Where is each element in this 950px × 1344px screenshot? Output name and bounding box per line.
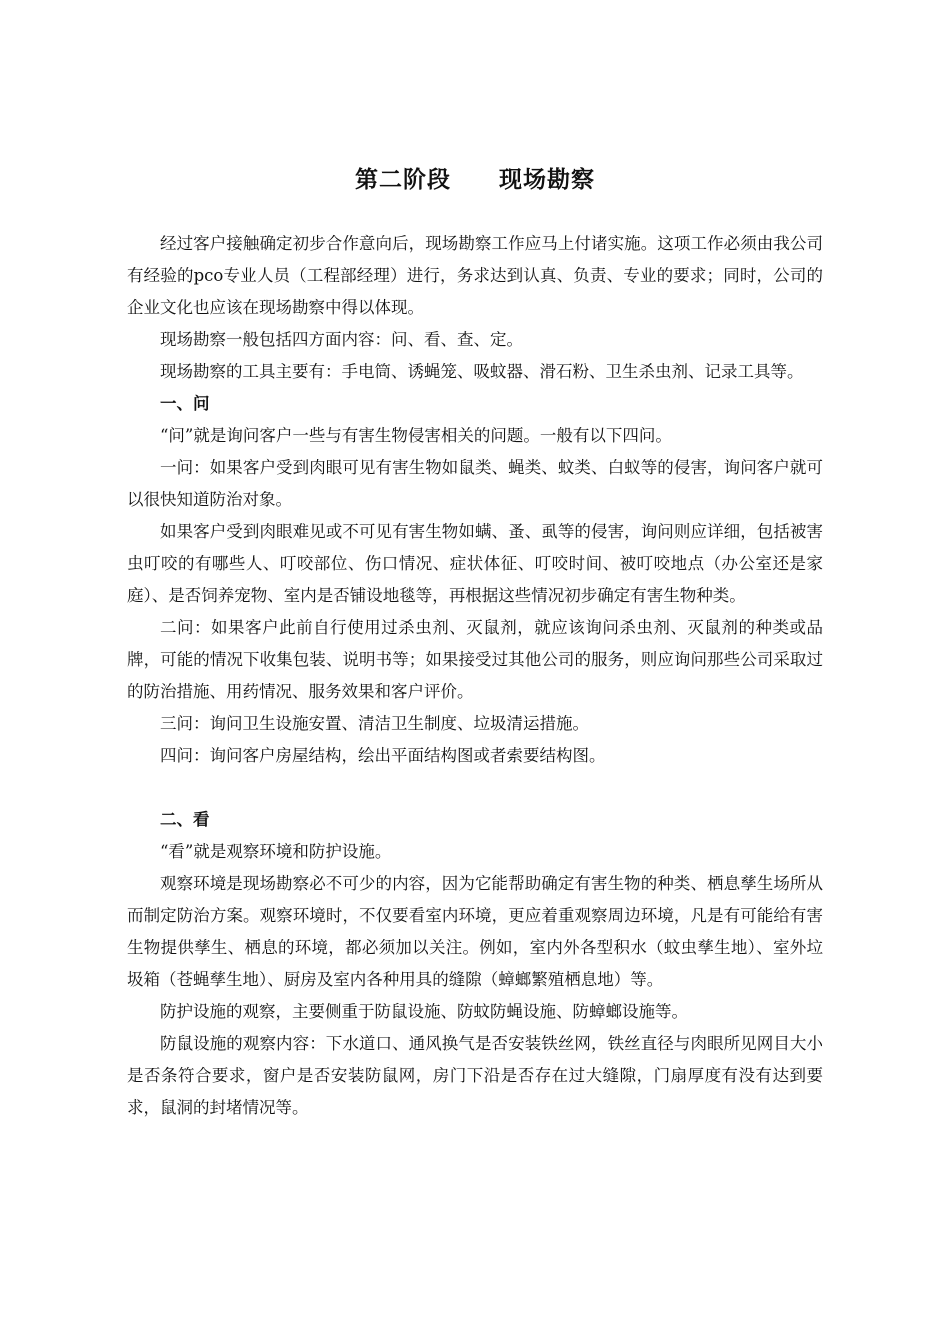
- paragraph: 三问：询问卫生设施安置、清洁卫生制度、垃圾清运措施。: [160, 714, 589, 733]
- paragraph: 观察环境是现场勘察必不可少的内容，因为它能帮助确定有害生物的种类、栖息孳生场所从而制定防治方案。观察环境时，不仅要看室内环境，更应着重观察周边环境，凡是有可能给有害生物提供孳生、栖息的环境，都必须加以关注。例如，室内外各型积水（蚊虫孳生地）、室外垃圾箱（苍蝇孳生地）、厨房及室内各种用具的缝隙（蟑螂繁殖栖息地）等。: [127, 874, 823, 989]
- document-body: [127, 228, 823, 1124]
- paragraph: 一问：如果客户受到肉眼可见有害生物如鼠类、蝇类、蚊类、白蚁等的侵害，询问客户就可以很快知道防治对象。: [127, 458, 823, 509]
- page-title: 第二阶段 现场勘察: [355, 166, 595, 193]
- paragraph: 防鼠设施的观察内容：下水道口、通风换气是否安装铁丝网，铁丝直径与肉眼所见网目大小是否条符合要求，窗户是否安装防鼠网，房门下沿是否存在过大缝隙，门扇厚度有没有达到要求，鼠洞的封堵情况等。: [127, 1034, 823, 1117]
- section-heading-look: 二、看: [160, 810, 210, 829]
- paragraph: “问”就是询问客户一些与有害生物侵害相关的问题。一般有以下四问。: [160, 426, 672, 445]
- spacer: [127, 772, 823, 804]
- paragraph: 如果客户受到肉眼难见或不可见有害生物如螨、蚤、虱等的侵害，询问则应详细，包括被害虫叮咬的有哪些人、叮咬部位、伤口情况、症状体征、叮咬时间、被叮咬地点（办公室还是家庭）、是否饲养宠物、室内是否铺设地毯等，再根据这些情况初步确定有害生物种类。: [127, 522, 823, 605]
- paragraph: 二问：如果客户此前自行使用过杀虫剂、灭鼠剂，就应该询问杀虫剂、灭鼠剂的种类或品牌，可能的情况下收集包装、说明书等；如果接受过其他公司的服务，则应询问那些公司采取过的防治措施、用药情况、服务效果和客户评价。: [127, 618, 823, 701]
- paragraph: 经过客户接触确定初步合作意向后，现场勘察工作应马上付诸实施。这项工作必须由我公司有经验的pco专业人员（工程部经理）进行，务求达到认真、负责、专业的要求；同时，公司的企业文化也应该在现场勘察中得以体现。: [127, 234, 823, 317]
- paragraph: “看”就是观察环境和防护设施。: [160, 842, 392, 861]
- paragraph: 防护设施的观察，主要侧重于防鼠设施、防蚊防蝇设施、防蟑螂设施等。: [160, 1002, 688, 1021]
- paragraph: 现场勘察的工具主要有：手电筒、诱蝇笼、吸蚊器、滑石粉、卫生杀虫剂、记录工具等。: [160, 362, 804, 381]
- paragraph: 现场勘察一般包括四方面内容：问、看、查、定。: [160, 330, 523, 349]
- section-heading-ask: 一、问: [160, 394, 210, 413]
- paragraph: 四问：询问客户房屋结构，绘出平面结构图或者索要结构图。: [160, 746, 606, 765]
